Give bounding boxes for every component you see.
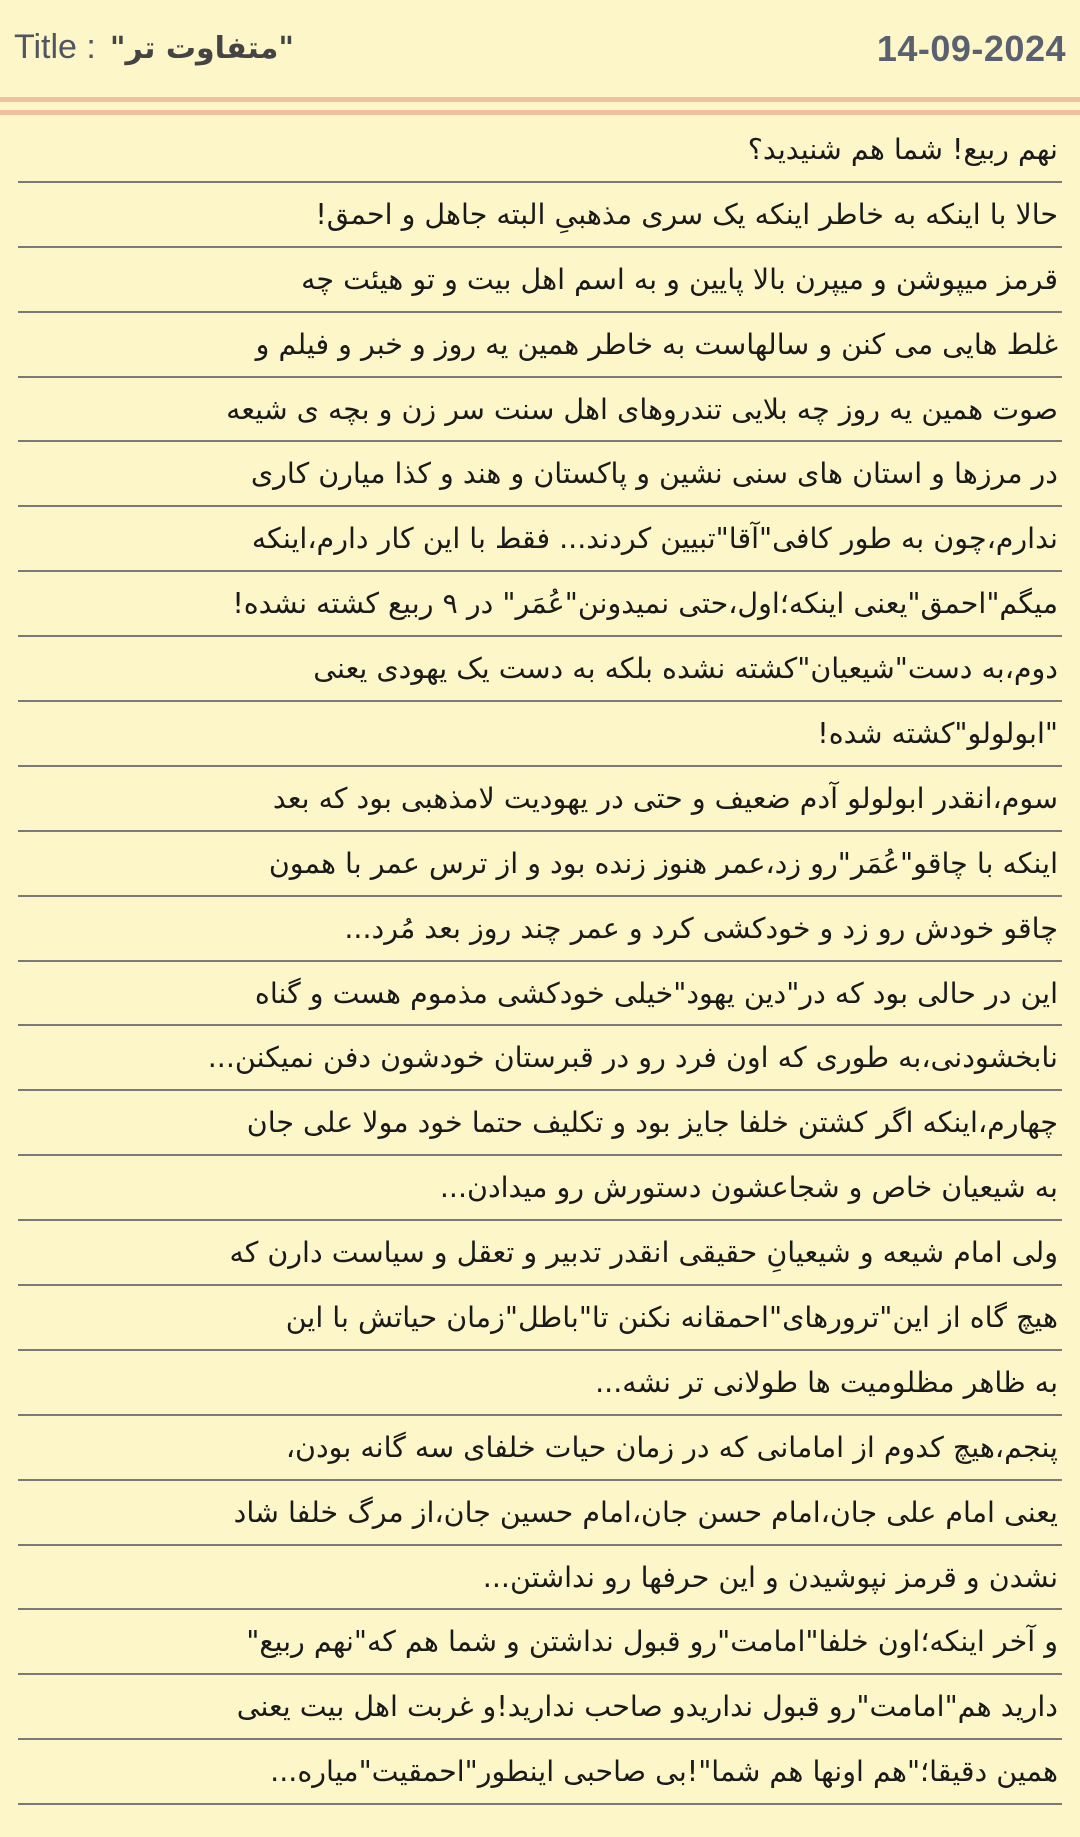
note-line: دوم،به دست"شیعیان"کشته نشده بلکه به دست یک یهودی یعنی — [18, 637, 1062, 702]
note-line: همین دقیقا؛"هم اونها هم شما"!بی صاحبی اینطور"احمقیت"میاره... — [18, 1740, 1062, 1805]
note-body[interactable] — [18, 118, 1062, 1805]
note-line: در مرزها و استان های سنی نشین و پاکستان و هند و کذا میارن کاری — [18, 442, 1062, 507]
title-label: Title : — [14, 28, 96, 66]
note-header — [0, 0, 1080, 98]
note-line: به ظاهر مظلومیت ها طولانی تر نشه... — [18, 1351, 1062, 1416]
note-line: ولی امام شیعه و شیعیانِ حقیقی انقدر تدبیر و تعقل و سیاست دارن که — [18, 1221, 1062, 1286]
note-line: و آخر اینکه؛اون خلفا"امامت"رو قبول نداشتن و شما هم که"نهم ربیع" — [18, 1610, 1062, 1675]
note-line: چاقو خودش رو زد و خودکشی کرد و عمر چند روز بعد مُرد... — [18, 897, 1062, 962]
note-line: حالا با اینکه به خاطر اینکه یک سری مذهبیِ البته جاهل و احمق! — [18, 183, 1062, 248]
note-line: قرمز میپوشن و میپرن بالا پایین و به اسم اهل بیت و تو هیئت چه — [18, 248, 1062, 313]
note-line: غلط هایی می کنن و سالهاست به خاطر همین یه روز و خبر و فیلم و — [18, 313, 1062, 378]
note-line: به شیعیان خاص و شجاعشون دستورش رو میدادن... — [18, 1156, 1062, 1221]
note-line: پنجم،هیچ کدوم از امامانی که در زمان حیات خلفای سه گانه بودن، — [18, 1416, 1062, 1481]
note-line: صوت همین یه روز چه بلایی تندروهای اهل سنت سر زن و بچه ی شیعه — [18, 378, 1062, 443]
title-row — [14, 28, 294, 67]
note-line: نهم ربیع! شما هم شنیدید؟ — [18, 118, 1062, 183]
note-line: دارید هم"امامت"رو قبول ندارید‌و صاحب ندارید!و غربت اهل بیت یعنی — [18, 1675, 1062, 1740]
note-line: "ابولولو"کشته شده! — [18, 702, 1062, 767]
note-line: این در حالی بود که در"دین یهود"خیلی خودکشی مذموم هست و گناه — [18, 962, 1062, 1027]
note-line: نشدن و قرمز نپوشیدن و این حرفها رو نداشتن... — [18, 1546, 1062, 1611]
note-line: میگم"احمق"یعنی اینکه؛اول،حتی نمیدونن"عُمَر" در ۹ ربیع کشته نشده! — [18, 572, 1062, 637]
note-line: هیچ گاه از این"ترورهای"احمقانه نکنن تا"باطل"زمان حیاتش با این — [18, 1286, 1062, 1351]
note-date: 14-09-2024 — [876, 28, 1066, 69]
note-title[interactable]: "متفاوت تر" — [109, 31, 294, 66]
note-line: چهارم،اینکه اگر کشتن خلفا جایز بود و تکلیف حتما خود مولا علی جان — [18, 1091, 1062, 1156]
note-line: یعنی امام علی جان،امام حسن جان،امام حسین جان،از مرگ خلفا شاد — [18, 1481, 1062, 1546]
note-line: سوم،انقدر ابولولو آدم ضعیف و حتی در یهودیت لامذهبی بود که بعد — [18, 767, 1062, 832]
header-divider-bottom — [0, 110, 1080, 115]
note-line: نابخشودنی،به طوری که اون فرد رو در قبرستان خودشون دفن نمیکنن... — [18, 1026, 1062, 1091]
note-line: اینکه با چاقو"عُمَر"رو زد،عمر هنوز زنده بود و از ترس عمر با همون — [18, 832, 1062, 897]
note-line: ندارم،چون به طور کافی"آقا"تبیین کردند... فقط با این کار دارم،اینکه — [18, 507, 1062, 572]
header-divider-top — [0, 97, 1080, 102]
